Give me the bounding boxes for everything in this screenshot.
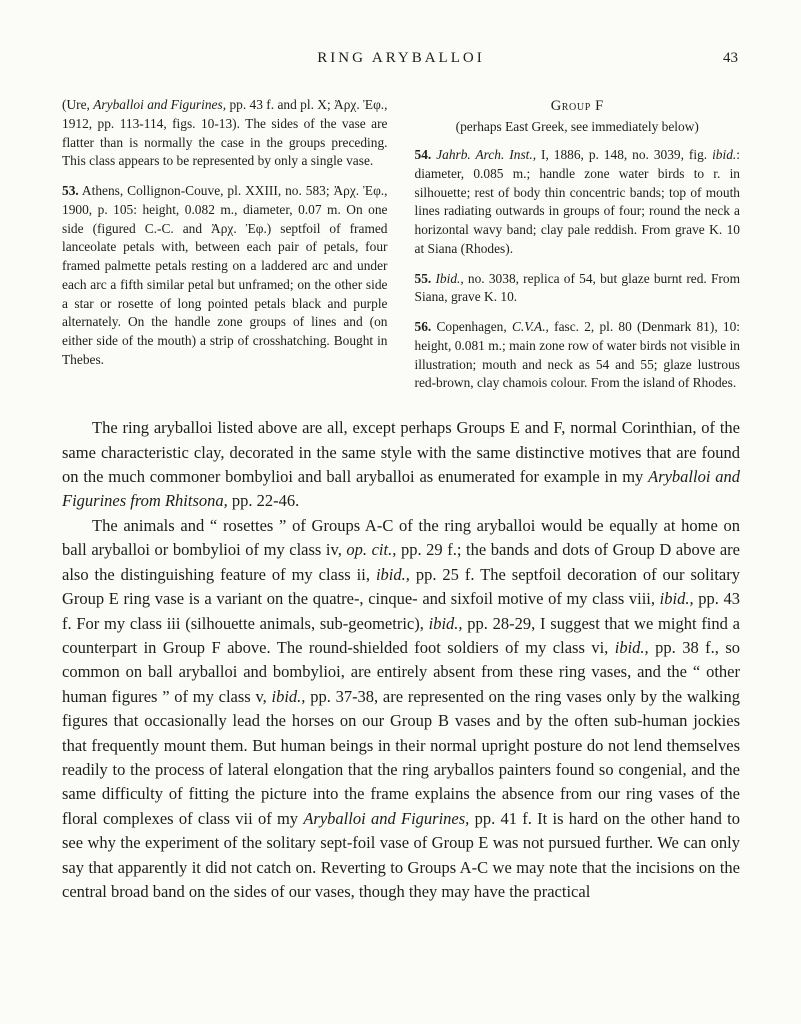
group-subtitle: (perhaps East Greek, see immediately below) bbox=[455, 119, 699, 135]
paragraph: 53. Athens, Collignon-Couve, pl. XXIII, no. 583; Ἀρχ. Ἐφ., 1900, p. 105: height, 0.082 m., diameter, 0.07 m. On one side (figured C.-C. and Ἀρχ. Ἐφ.) septfoil of framed lanceolate petals with, between each pair of petals, four framed palmette petals resting on a laddered arc and under each arc a fifth similar petal but unframed; on the other side a star or rosette of long pointed petals black and purple alternately. On the handle zone groups of lines and (on either side of the mouth) a strip of crosshatching. Bought in Thebes. bbox=[62, 183, 388, 367]
paragraph: The ring aryballoi listed above are all, except perhaps Groups E and F, normal Corinthian, of the same characteristic clay, decorated in the same style with the same distinctive motives that are found on the much commoner bombylioi and ball aryballoi as enumerated for example in my Aryballoi and Figurines from Rhitsona, pp. 22-46. bbox=[62, 418, 741, 511]
catalog-entries bbox=[415, 146, 741, 393]
two-column-section bbox=[62, 96, 740, 404]
paragraph: 56. Copenhagen, C.V.A., fasc. 2, pl. 80 (Denmark 81), 10: height, 0.081 m.; main zone row of water birds not visible in illustration; mouth and neck as 54 and 55; glaze lustrous red-brown, clay chamois colour. From the island of Rhodes. bbox=[414, 319, 740, 391]
page-header bbox=[62, 50, 740, 72]
body-text bbox=[62, 416, 740, 904]
page-number: 43 bbox=[723, 50, 738, 66]
running-title: RING ARYBALLOI bbox=[317, 50, 485, 66]
left-column bbox=[62, 96, 388, 404]
paragraph: The animals and “ rosettes ” of Groups A-C of the ring aryballoi would be equally at home on ball aryballoi or bombylioi of my class iv, op. cit., pp. 29 f.; the bands and dots of Group D above are also the distinguishing feature of my class ii, ibid., pp. 25 f. The septfoil decoration of our solitary Group E ring vase is a variant on the quatre-, cinque- and sixfoil motive of my class viii, ibid., pp. 43 f. For my class iii (silhouette animals, sub-geometric), ibid., pp. 28-29, I suggest that we might find a counterpart in Group F above. The round-shielded foot soldiers of my class vi, ibid., pp. 38 f., so common on ball aryballoi and bombylioi, are entirely absent from these ring vases, and the “ other human figures ” of my class v, ibid., pp. 37-38, are represented on the ring vases only by the walking figures that occasionally lead the horses on our Group B vases and by the often sub-human jockies that frequently mount them. But human beings in their normal upright posture do not lend themselves readily to the process of lateral elongation that the ring aryballos painters found so congenial, and the same difficulty of fitting the picture into the frame explains the absence from our ring vases of the floral complexes of class vii of my Aryballoi and Figurines, pp. 41 f. It is hard on the other hand to see why the experiment of the solitary sept-foil vase of Group E was not pursued further. We can only say that apparently it did not catch on. Reverting to Groups A-C we may note that the incisions on the central broad band on the sides of our vases, though they may have the practical bbox=[62, 515, 741, 901]
right-column bbox=[415, 96, 741, 404]
paragraph: 54. Jahrb. Arch. Inst., I, 1886, p. 148, no. 3039, fig. ibid.: diameter, 0.085 m.; handle zone water birds to r. in silhouette; rest of body thin concentric bands; top of mouth lines radiating outwards in groups of four; round the neck a horizontal wavy band; clay pale reddish. From grave K. 10 at Siana (Rhodes). bbox=[414, 147, 740, 256]
paragraph: 55. Ibid., no. 3038, replica of 54, but glaze burnt red. From Siana, grave K. 10. bbox=[414, 270, 740, 305]
paragraph: (Ure, Aryballoi and Figurines, pp. 43 f. and pl. X; Ἀρχ. Ἐφ., 1912, pp. 113-114, figs. 10-13). The sides of the vase are flatter than is normally the case in the groups preceding. This class appears to be represented by only a single vase. bbox=[62, 97, 388, 169]
group-heading: Group F bbox=[550, 98, 604, 114]
